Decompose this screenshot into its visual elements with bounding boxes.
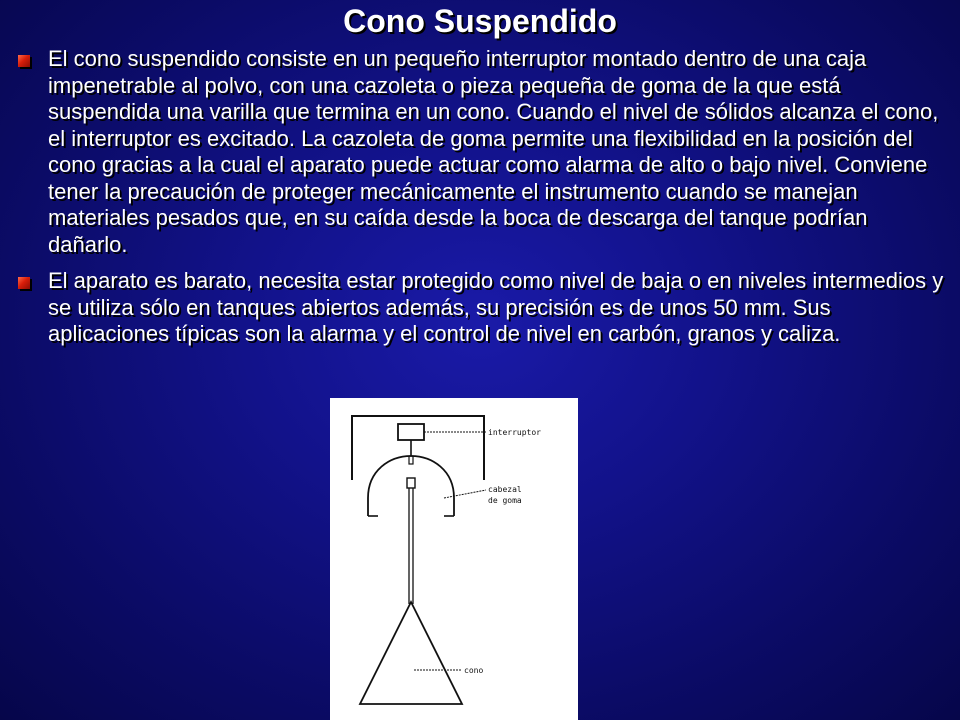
label-cabezal: cabezal: [488, 485, 522, 494]
square-bullet-icon: [18, 55, 30, 67]
slide-title: Cono Suspendido: [343, 3, 617, 39]
diagram-drawing: [330, 398, 578, 720]
suspended-cone-diagram: [330, 398, 578, 720]
bullet-list: [18, 46, 950, 358]
switch-actuator-tip: [409, 456, 413, 464]
bullet-item-2: [18, 268, 950, 348]
square-bullet-icon: [18, 277, 30, 289]
leader-cabezal: [444, 490, 486, 498]
label-cono: cono: [464, 666, 484, 675]
housing-outline: [352, 416, 484, 480]
rubber-head-arch: [368, 456, 454, 516]
bullet-item-1: [18, 46, 950, 258]
switch-body: [398, 424, 424, 440]
bullet-text-1: El cono suspendido consiste en un pequeño interruptor montado dentro de una caja impenetrable al polvo, con una cazoleta o pieza pequeña de goma de la que está suspendida una varilla que termina en un cono. Cuando el nivel de sólidos alcanza el cono, el interruptor es excitado. La cazoleta de goma permite una flexibilidad en la posición del cono gracias a la cual el aparato puede actuar como alarma de alto o bajo nivel. Conviene tener la precaución de proteger mecánicamente el instrumento cuando se manejan materiales pesados que, en su caída desde la boca de descarga del tanque podrían dañarlo.: [48, 46, 939, 257]
label-interruptor: interruptor: [488, 428, 541, 437]
label-de-goma: de goma: [488, 496, 522, 505]
bullet-text-2: El aparato es barato, necesita estar protegido como nivel de baja o en niveles intermedios y se utiliza sólo en tanques abiertos además, su precisión es de unos 50 mm. Sus aplicaciones típicas son la alarma y el control de nivel en carbón, granos y caliza.: [48, 268, 944, 346]
cone-outline: [360, 602, 462, 704]
rod-clamp: [407, 478, 415, 488]
